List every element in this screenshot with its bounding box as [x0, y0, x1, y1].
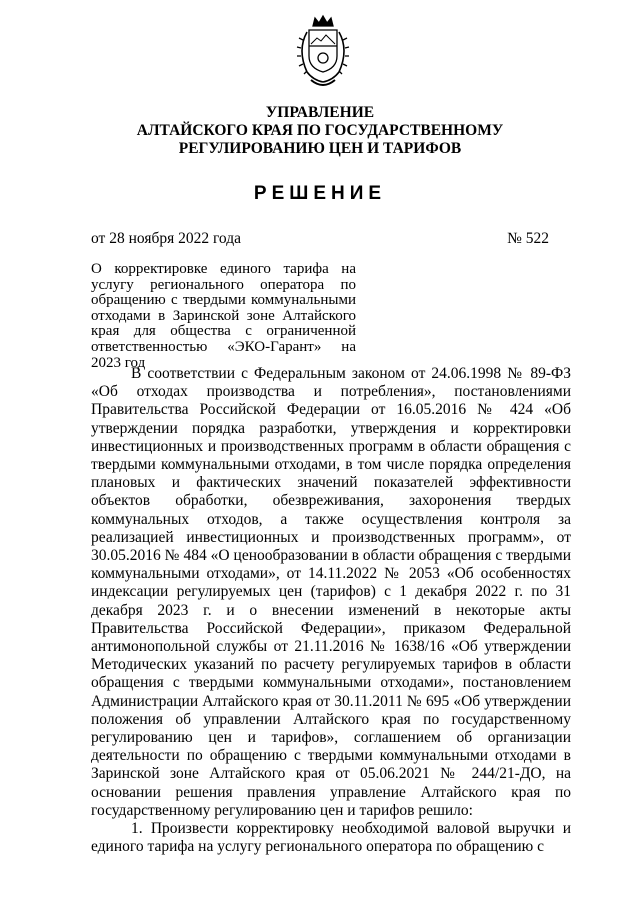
coat-of-arms-emblem — [293, 14, 353, 92]
document-type-title: РЕШЕНИЕ — [253, 183, 387, 204]
subject-line: О корректировке единого тарифа на — [91, 261, 356, 277]
agency-line: УПРАВЛЕНИЕ — [265, 104, 375, 121]
subject-line: обращению с твердыми коммунальными — [91, 292, 356, 309]
agency-line: АЛТАЙСКОГО КРАЯ ПО ГОСУДАРСТВЕННОМУ — [136, 122, 504, 139]
subject-line: края для общества с ограниченной — [91, 323, 356, 340]
document-date: от 28 ноября 2022 года — [91, 230, 242, 247]
document-body — [91, 365, 571, 856]
preamble-paragraph: В соответствии с Федеральным законом от 24.06.1998 № 89-ФЗ «Об отходах производства и потребления», постановлениями Правительства Российской Федерации от 16.05.2016 № 424 «Об утверждении порядка разработки, утверждения и корректировки инвестиционных и производственных программ в области обращения с твердыми коммунальными отходами, в том числе порядка определения плановых и фактических значений показателей эффективности объектов обработки, обезвреживания, захоронения твердых коммунальных отходов, а также осуществления контроля за реализацией инвестиционных и производственных программ», от 30.05.2016 № 484 «О ценообразовании в области обращения с твердыми коммунальными отходами», от 14.11.2022 № 2053 «Об особенностях индексации регулируемых цен (тарифов) с 1 декабря 2022 г. по 31 декабря 2023 г. и о внесении изменений в некоторые акты Правительства Российской Федерации», приказом Федеральной антимонопольной службы от 21.11.2016 № 1638/16 «Об утверждении Методических указаний по расчету регулируемых тарифов в области обращения с твердыми коммунальными отходами», постановлением Администрации Алтайского края от 30.11.2011 № 695 «Об утверждении положения об управлении Алтайского края по государственному регулированию цен и тарифов», соглашением об организации деятельности по обращению с твердыми коммунальными отходами в Заринской зоне Алтайского края от 05.06.2021 № 244/21-ДО, на основании решения правления управление Алтайского края по государственному регулированию цен и тарифов решило: — [91, 365, 571, 819]
subject-line: услугу регионального оператора по — [91, 276, 356, 293]
agency-line: РЕГУЛИРОВАНИЮ ЦЕН И ТАРИФОВ — [178, 140, 462, 157]
subject-line: 2023 год — [91, 354, 146, 371]
agency-name — [0, 104, 640, 158]
decision-item-1: 1. Произвести корректировку необходимой валовой выручки и единого тарифа на услугу регионального оператора по обращению с — [91, 820, 571, 856]
document-subject — [91, 262, 356, 371]
subject-line: ответственностью «ЭКО-Гарант» на — [91, 338, 356, 355]
document-number: № 522 — [507, 230, 549, 247]
subject-line: отходами в Заринской зоне Алтайского — [91, 307, 356, 324]
